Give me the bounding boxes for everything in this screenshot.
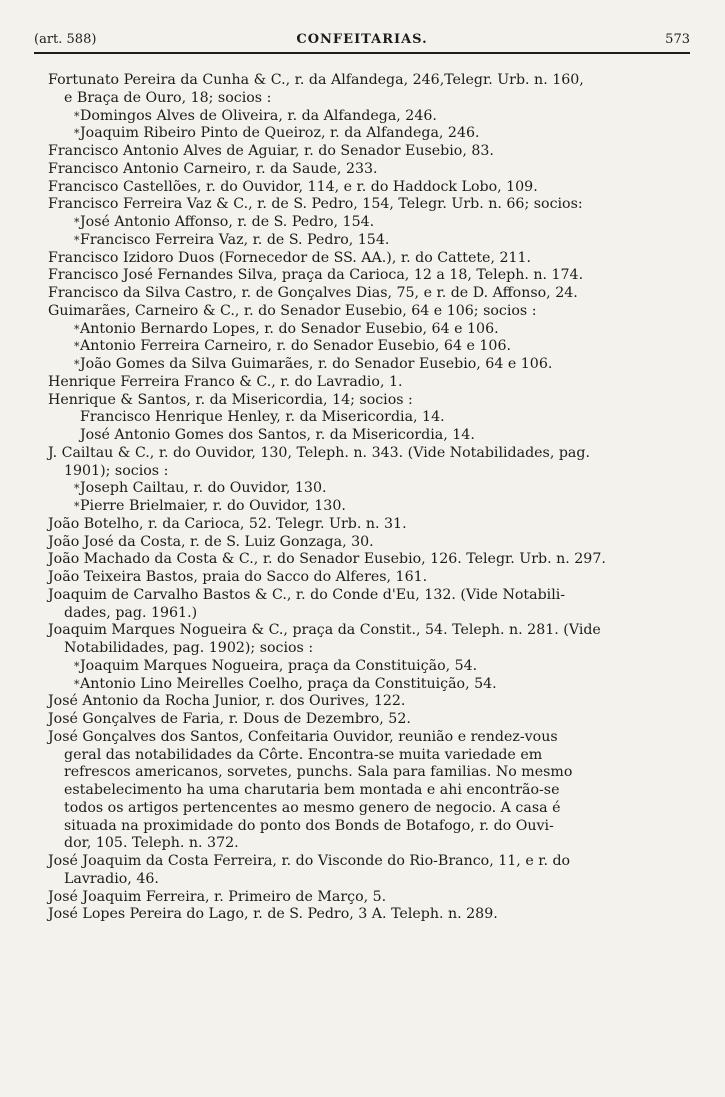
entry-line: João José da Costa, r. de S. Luiz Gonzaga, 30. [48,533,374,550]
entry-line: Francisco Izidoro Duos (Fornecedor de SS. AA.), r. do Cattete, 211. [48,249,532,266]
business-entry [48,161,690,179]
entry-line: Joaquim Ribeiro Pinto de Queiroz, r. da Alfandega, 246. [80,125,480,142]
entry-line: João Machado da Costa & C., r. do Senador Eusebio, 126. Telegr. Urb. n. 297. [48,551,606,568]
entry-line: e Braça de Ouro, 18; socios : [64,89,272,106]
entry-line: Francisco Henrique Henley, r. da Misericordia, 14. [80,409,445,426]
business-entry [48,143,690,161]
partner-entry [48,321,690,339]
entry-line: J. Cailtau & C., r. do Ouvidor, 130, Teleph. n. 343. (Vide Notabilidades, pag. [48,444,590,461]
entry-line: Joaquim Marques Nogueira & C., praça da Constit., 54. Teleph. n. 281. (Vide [48,622,601,639]
entry-line: Francisco Antonio Carneiro, r. da Saude, 233. [48,160,378,177]
entry-line: Joaquim Marques Nogueira, praça da Constituição, 54. [80,657,478,674]
entry-marker: * [74,233,80,247]
entry-line: José Antonio da Rocha Junior, r. dos Ourives, 122. [48,693,406,710]
entry-line: dor, 105. Teleph. n. 372. [64,835,239,852]
entry-line: todos os artigos pertencentes ao mesmo genero de negocio. A casa é [64,799,561,816]
business-entry [48,534,690,552]
entry-line: Francisco Castellões, r. do Ouvidor, 114, e r. do Haddock Lobo, 109. [48,178,538,195]
entry-line: Francisco da Silva Castro, r. de Gonçalves Dias, 75, e r. de D. Affonso, 24. [48,285,578,301]
entry-line: João Botelho, r. da Carioca, 52. Telegr. Urb. n. 31. [48,515,407,532]
entry-line: Francisco Ferreira Vaz & C., r. de S. Pedro, 154, Telegr. Urb. n. 66; socios: [48,196,583,213]
entry-marker: * [74,500,80,513]
entry-line: Henrique Ferreira Franco & C., r. do Lavradio, 1. [48,373,403,390]
partner-entry [48,427,690,445]
business-entry [48,179,690,197]
entry-marker: * [74,358,80,371]
entry-marker: * [74,109,80,123]
business-entry [48,587,690,623]
entry-marker: * [74,659,80,673]
partner-entry [48,232,690,250]
entry-line: situada na proximidade do ponto dos Bonds de Botafogo, r. do Ouvi- [64,817,554,834]
partner-entry [48,338,690,356]
business-entry [48,889,690,907]
entry-line: Guimarães, Carneiro & C., r. do Senador Eusebio, 64 e 106; socios : [48,302,537,319]
entry-marker: * [74,322,80,336]
business-entry [48,551,690,569]
entry-line: Francisco Antonio Alves de Aguiar, r. do Senador Eusebio, 83. [48,143,494,159]
business-entry [48,445,690,481]
entry-line: Domingos Alves de Oliveira, r. da Alfandega, 246. [80,107,437,124]
entry-line: Fortunato Pereira da Cunha & C., r. da Alfandega, 246,Telegr. Urb. n. 160, [48,72,584,88]
partner-entry [48,498,690,516]
entry-line: Antonio Ferreira Carneiro, r. do Senador Eusebio, 64 e 106. [80,338,511,355]
directory-listing [48,72,690,924]
partner-entry [48,658,690,676]
partner-entry [48,480,690,498]
entry-line: José Lopes Pereira do Lago, r. de S. Pedro, 3 A. Teleph. n. 289. [48,906,498,923]
section-title: CONFEITARIAS. [296,32,428,47]
entry-marker: * [74,216,80,229]
entry-line: Joseph Cailtau, r. do Ouvidor, 130. [80,480,327,497]
entry-marker: * [74,127,80,141]
entry-line: geral das notabilidades da Côrte. Encontra-se muita variedade em [64,746,543,763]
business-entry [48,516,690,534]
entry-line: Notabilidades, pag. 1902); socios : [64,640,314,656]
entry-line: João Gomes da Silva Guimarães, r. do Senador Eusebio, 64 e 106. [80,356,553,372]
entry-line: Francisco José Fernandes Silva, praça da Carioca, 12 a 18, Teleph. n. 174. [48,267,584,284]
business-entry [48,392,690,410]
entry-line: José Joaquim Ferreira, r. Primeiro de Março, 5. [48,888,387,905]
entry-line: José Gonçalves dos Santos, Confeitaria Ouvidor, reunião e rendez-vous [48,728,558,745]
business-entry [48,906,690,924]
business-entry [48,72,690,108]
entry-line: refrescos americanos, sorvetes, punchs. Sala para familias. No mesmo [64,764,573,781]
business-entry [48,853,690,889]
running-header [34,30,690,54]
entry-line: Pierre Brielmaier, r. do Ouvidor, 130. [80,498,346,514]
business-entry [48,303,690,321]
entry-line: dades, pag. 1961.) [64,604,198,621]
entry-line: Joaquim de Carvalho Bastos & C., r. do Conde d'Eu, 132. (Vide Notabili- [48,586,566,603]
entry-marker: * [74,340,80,354]
business-entry [48,711,690,729]
entry-line: Antonio Bernardo Lopes, r. do Senador Eusebio, 64 e 106. [80,320,499,337]
entry-line: Lavradio, 46. [64,870,159,887]
partner-entry [48,356,690,374]
partner-entry [48,676,690,694]
partner-entry [48,214,690,232]
partner-entry [48,125,690,143]
entry-marker: * [74,677,80,691]
business-entry [48,196,690,214]
entry-line: 1901); socios : [64,462,169,479]
partner-entry [48,409,690,427]
article-reference: (art. 588) [34,32,97,47]
business-entry [48,693,690,711]
business-entry [48,569,690,587]
entry-line: Antonio Lino Meirelles Coelho, praça da Constituição, 54. [80,675,497,692]
entry-line: Henrique & Santos, r. da Misericordia, 14; socios : [48,391,413,408]
entry-line: José Gonçalves de Faria, r. Dous de Dezembro, 52. [48,711,411,727]
page-number: 573 [665,32,690,47]
business-entry [48,729,690,853]
business-entry [48,622,690,658]
entry-line: João Teixeira Bastos, praia do Sacco do Alferes, 161. [48,569,428,585]
entry-line: José Joaquim da Costa Ferreira, r. do Visconde do Rio-Branco, 11, e r. do [48,853,571,869]
partner-entry [48,108,690,126]
entry-line: José Antonio Affonso, r. de S. Pedro, 154. [80,214,375,230]
entry-line: José Antonio Gomes dos Santos, r. da Misericordia, 14. [80,427,475,443]
business-entry [48,374,690,392]
entry-line: estabelecimento ha uma charutaria bem montada e ahi encontrão-se [64,782,560,798]
business-entry [48,250,690,268]
entry-marker: * [74,482,80,496]
entry-line: Francisco Ferreira Vaz, r. de S. Pedro, 154. [80,231,390,248]
business-entry [48,267,690,285]
business-entry [48,285,690,303]
